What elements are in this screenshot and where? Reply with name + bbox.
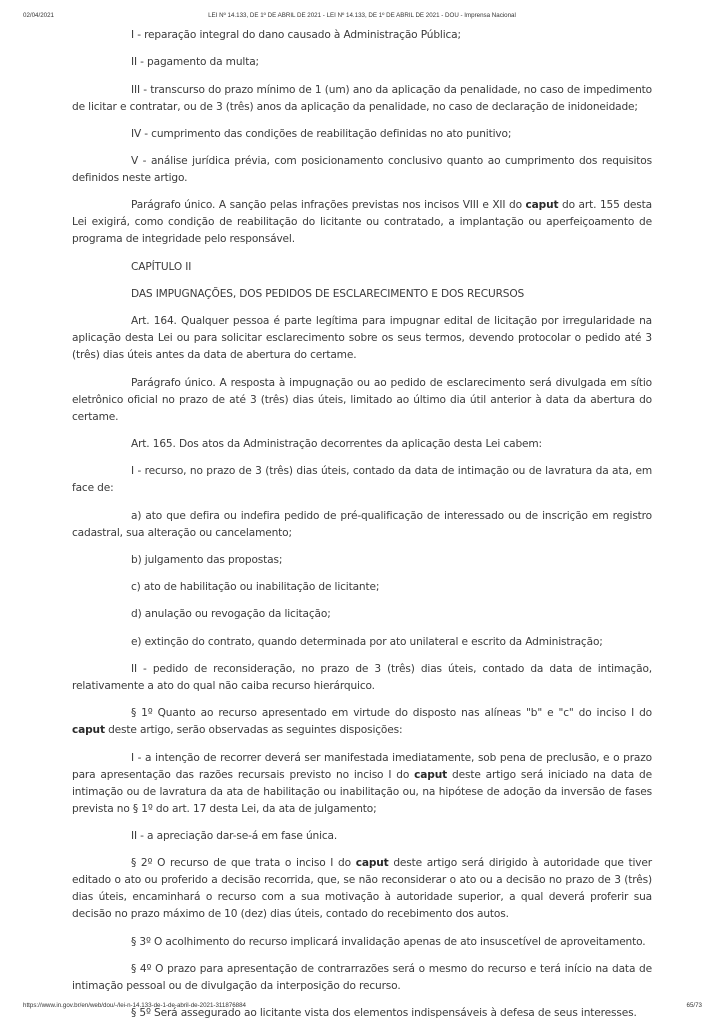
law-paragraph	[72, 27, 652, 44]
paragraph-text: IV - cumprimento das condições de reabilitação definidas no ato punitivo;	[131, 127, 512, 140]
print-header	[0, 0, 724, 30]
paragraph-text: I - a intenção de recorrer deverá ser manifestada imediatamente, sob pena de preclusão, e o prazo para apresentação das razões recursais previsto no inciso I do	[72, 751, 652, 781]
law-paragraph	[72, 606, 652, 623]
law-text-body	[72, 27, 652, 1032]
law-paragraph	[72, 508, 652, 542]
paragraph-text: do art. 155 desta Lei exigirá, como condição de reabilitação do licitante ou contratado, a implantação ou aperfeiçoamento de programa de integridade pelo responsável.	[72, 199, 652, 246]
paragraph-text: c) ato de habilitação ou inabilitação de licitante;	[131, 581, 380, 594]
paragraph-text: V - análise jurídica prévia, com posicionamento conclusivo quanto ao cumprimento dos requisitos definidos neste artigo.	[72, 155, 652, 185]
paragraph-text: II - pagamento da multa;	[131, 56, 259, 69]
law-paragraph	[72, 661, 652, 695]
paragraph-text: deste artigo será iniciado na data de intimação ou de lavratura da ata de habilitação ou inabilitação ou, na hipótese de adoção da inversão de fases prevista no § 1º do art. 17 desta Lei, da ata de julgamento;	[72, 768, 652, 815]
law-paragraph	[72, 750, 652, 818]
emphasis-caput: caput	[355, 857, 389, 870]
law-paragraph	[72, 705, 652, 739]
paragraph-text: e) extinção do contrato, quando determinada por ato unilateral e escrito da Administração;	[131, 635, 603, 648]
page-number: 65/73	[686, 1002, 702, 1009]
print-footer	[0, 995, 724, 1024]
law-paragraph	[72, 463, 652, 497]
law-paragraph	[72, 634, 652, 651]
law-paragraph	[72, 126, 652, 143]
paragraph-text: § 1º Quanto ao recurso apresentado em virtude do disposto nas alíneas "b" e "c" do inciso I do	[131, 707, 652, 720]
paragraph-text: § 4º O prazo para apresentação de contrarrazões será o mesmo do recurso e terá início na data de intimação pessoal ou de divulgação da interposição do recurso.	[72, 962, 652, 992]
law-paragraph	[72, 259, 652, 276]
paragraph-text: II - a apreciação dar-se-á em fase única.	[131, 829, 338, 842]
paragraph-text: III - transcurso do prazo mínimo de 1 (um) ano da aplicação da penalidade, no caso de impedimento de licitar e contratar, ou de 3 (três) anos da aplicação da penalidade, no caso de declaração de inidoneidade;	[72, 83, 652, 113]
paragraph-text: Parágrafo único. A resposta à impugnação ou ao pedido de esclarecimento será divulgada em sítio eletrônico oficial no prazo de até 3 (três) dias úteis, limitado ao último dia útil anterior à data da abertura do certame.	[72, 376, 652, 423]
paragraph-text: deste artigo, serão observadas as seguintes disposições:	[104, 724, 403, 737]
law-paragraph	[72, 436, 652, 453]
paragraph-text: I - recurso, no prazo de 3 (três) dias úteis, contado da data de intimação ou de lavratura da ata, em face de:	[72, 465, 652, 495]
paragraph-text: d) anulação ou revogação da licitação;	[131, 608, 331, 621]
law-paragraph	[72, 153, 652, 187]
law-paragraph	[72, 961, 652, 995]
paragraph-text: II - pedido de reconsideração, no prazo de 3 (três) dias úteis, contado da data de intimação, relativamente a ato do qual não caiba recurso hierárquico.	[72, 663, 652, 693]
law-paragraph	[72, 286, 652, 303]
law-paragraph	[72, 82, 652, 116]
page-url[interactable]: https://www.in.gov.br/en/web/dou/-/lei-n-14.133-de-1-de-abril-de-2021-311876884	[23, 1002, 246, 1009]
paragraph-text: § 5º Será assegurado ao licitante vista dos elementos indispensáveis à defesa de seus interesses.	[131, 1007, 637, 1020]
paragraph-text: § 3º O acolhimento do recurso implicará invalidação apenas de ato insuscetível de aproveitamento.	[131, 935, 646, 948]
paragraph-text: deste artigo será dirigido à autoridade que tiver editado o ato ou proferido a decisão recorrida, que, se não reconsiderar o ato ou a decisão no prazo de 3 (três) dias úteis, encaminhará o recurso com a sua motivação à autoridade superior, a qual deverá proferir sua decisão no prazo máximo de 10 (dez) dias úteis, contado do recebimento dos autos.	[72, 857, 652, 921]
law-paragraph	[72, 855, 652, 923]
law-paragraph	[72, 197, 652, 248]
law-paragraph	[72, 375, 652, 426]
paragraph-text: Art. 164. Qualquer pessoa é parte legítima para impugnar edital de licitação por irregularidade na aplicação desta Lei ou para solicitar esclarecimento sobre os seus termos, devendo protocolar o pedido até 3 (três) dias úteis antes da data de abertura do certame.	[72, 315, 652, 362]
paragraph-text: § 2º O recurso de que trata o inciso I do	[131, 857, 356, 870]
paragraph-text: b) julgamento das propostas;	[131, 553, 283, 566]
law-paragraph	[72, 54, 652, 71]
emphasis-caput: caput	[414, 768, 448, 781]
paragraph-text: CAPÍTULO II	[131, 260, 192, 273]
paragraph-text: I - reparação integral do dano causado à Administração Pública;	[131, 29, 461, 41]
emphasis-caput: caput	[72, 724, 105, 737]
print-date: 02/04/2021	[23, 12, 54, 19]
paragraph-text: Art. 165. Dos atos da Administração decorrentes da aplicação desta Lei cabem:	[131, 437, 542, 450]
emphasis-caput: caput	[525, 199, 559, 212]
paragraph-text: a) ato que defira ou indefira pedido de pré-qualificação de interessado ou de inscrição em registro cadastral, sua alteração ou cancelamento;	[72, 509, 652, 539]
law-paragraph	[72, 579, 652, 596]
paragraph-text: Parágrafo único. A sanção pelas infrações previstas nos incisos VIII e XII do	[131, 199, 526, 212]
document-title: LEI Nº 14.133, DE 1º DE ABRIL DE 2021 - LEI Nº 14.133, DE 1º DE ABRIL DE 2021 - DOU - Imprensa Nacional	[208, 12, 516, 19]
law-paragraph	[72, 313, 652, 364]
law-paragraph	[72, 552, 652, 569]
paragraph-text: DAS IMPUGNAÇÕES, DOS PEDIDOS DE ESCLARECIMENTO E DOS RECURSOS	[131, 288, 525, 301]
law-paragraph	[72, 828, 652, 845]
law-paragraph	[72, 934, 652, 951]
